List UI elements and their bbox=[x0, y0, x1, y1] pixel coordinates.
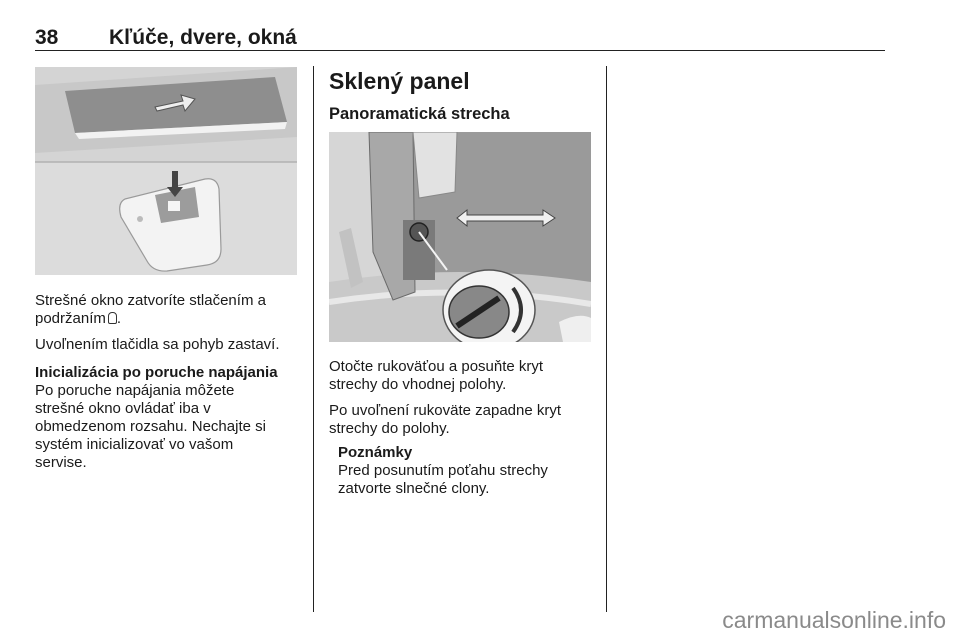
sunroof-key-illustration bbox=[35, 67, 297, 275]
note-title: Poznámky bbox=[338, 444, 413, 461]
header-rule bbox=[35, 50, 885, 51]
page-header bbox=[35, 26, 885, 52]
para-release-handle-2: strechy do polohy. bbox=[329, 420, 450, 437]
para-close-instruction-line1: Strešné okno zatvoríte stlačením a bbox=[35, 292, 266, 309]
para-turn-handle-2: strechy do vhodnej polohy. bbox=[329, 376, 507, 393]
section-title: Kľúče, dvere, okná bbox=[109, 26, 297, 49]
para-release-stop: Uvoľnením tlačidla sa pohyb zastaví. bbox=[35, 336, 280, 353]
para-turn-handle-1: Otočte rukoväťou a posuňte kryt bbox=[329, 358, 544, 375]
subheading-panoramic-roof: Panoramatická strecha bbox=[329, 105, 510, 123]
para-close-instruction-line2 bbox=[35, 310, 121, 328]
para-power-failure-2: strešné okno ovládať iba v bbox=[35, 400, 211, 417]
para-power-failure-4: systém inicializovať vo vašom bbox=[35, 436, 234, 453]
page-number: 38 bbox=[35, 26, 59, 49]
watermark: carmanualsonline.info bbox=[722, 607, 946, 633]
figure-sunroof-key bbox=[35, 67, 297, 275]
para-power-failure-5: servise. bbox=[35, 454, 87, 471]
note-line-2: zatvorte slnečné clony. bbox=[338, 480, 490, 497]
para-close-instruction-period: . bbox=[116, 310, 122, 327]
para-close-instruction-text: podržaním bbox=[35, 310, 106, 327]
figure-panoramic-roof-handle bbox=[329, 132, 591, 342]
panoramic-roof-illustration bbox=[329, 132, 591, 342]
column-divider-left bbox=[313, 66, 314, 612]
para-release-handle-1: Po uvoľnení rukoväte zapadne kryt bbox=[329, 402, 562, 419]
para-power-failure-3: obmedzenom rozsahu. Nechajte si bbox=[35, 418, 266, 435]
heading-glass-panel: Sklený panel bbox=[329, 68, 470, 94]
note-line-1: Pred posunutím poťahu strechy bbox=[338, 462, 548, 479]
subheading-initialization: Inicializácia po poruche napájania bbox=[35, 364, 278, 381]
roof-close-key-icon bbox=[108, 312, 117, 324]
column-divider-right bbox=[606, 66, 607, 612]
para-power-failure-1: Po poruche napájania môžete bbox=[35, 382, 235, 399]
